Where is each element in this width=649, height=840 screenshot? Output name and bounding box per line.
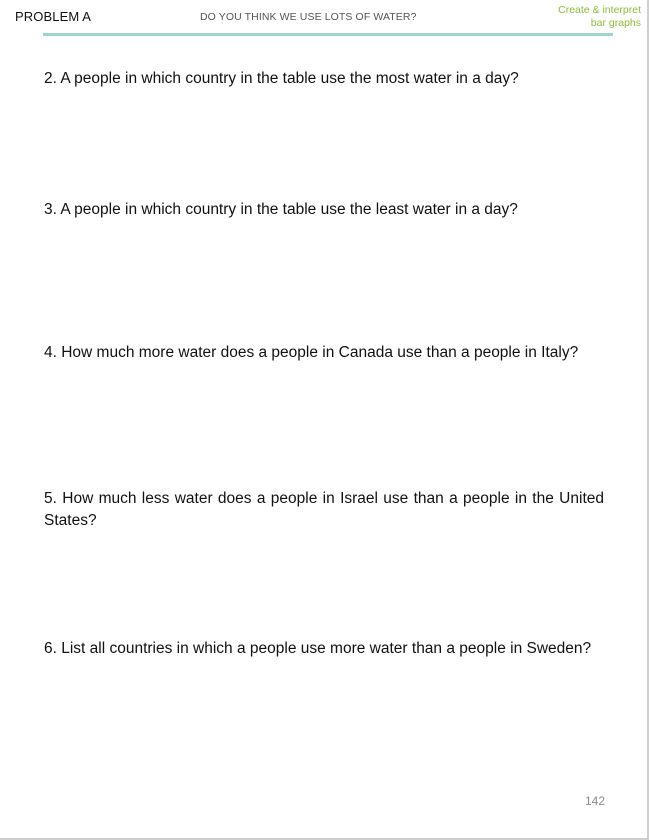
section-label: PROBLEM A (15, 9, 92, 24)
question-5: 5. How much less water does a people in Israel use than a people in the United States? (44, 490, 604, 529)
question-3: 3. A people in which country in the table use the least water in a day? (44, 201, 518, 218)
topic-label-line-1: Create & interpret (558, 4, 641, 16)
header-divider (43, 33, 613, 36)
topic-label (531, 4, 641, 30)
page-number: 142 (584, 794, 605, 808)
topic-label-line-2: bar graphs (590, 17, 641, 29)
question-6: 6. List all countries in which a people use more water than a people in Sweden? (44, 640, 592, 657)
question-2: 2. A people in which country in the table use the most water in a day? (44, 70, 519, 87)
question-4: 4. How much more water does a people in Canada use than a people in Italy? (44, 344, 579, 361)
page-title: DO YOU THINK WE USE LOTS OF WATER? (200, 11, 417, 23)
